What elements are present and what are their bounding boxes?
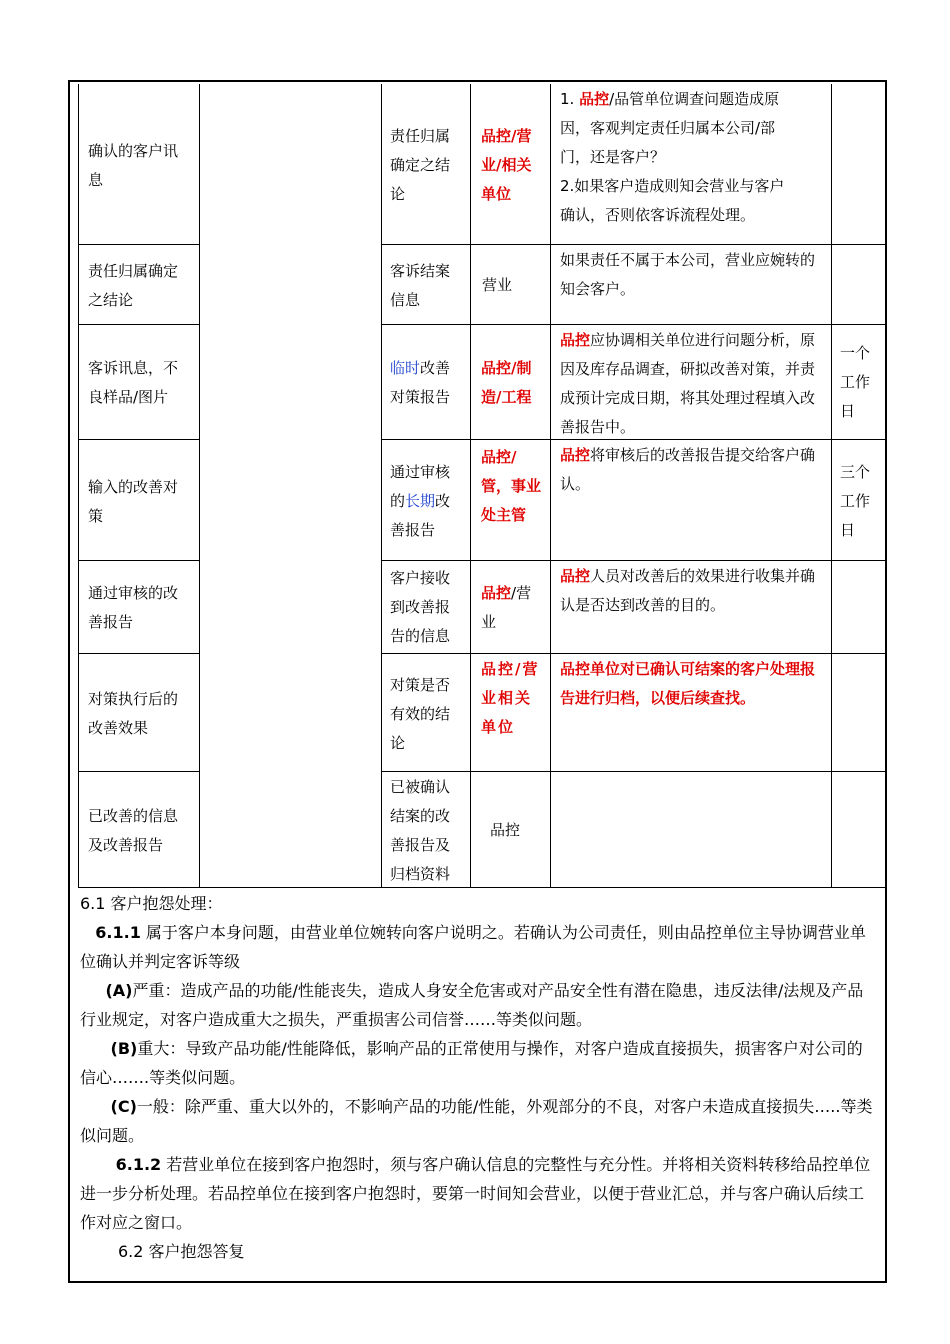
time-text-3: 一个工作日 [840,344,871,420]
owner-text-7: 品控 [490,821,521,839]
time-cell-6 [831,653,887,772]
output-text-1: 责任归属确定之结论 [390,127,451,203]
input-text-7: 已改善的信息及改善报告 [88,807,179,854]
paragraph-a-severe: (A)严重：造成产品的功能/性能丧失，造成人身安全危害或对产品安全性有潜在隐患，违反法律/法规及产品行业规定，对客户造成重大之损失，严重损害公司信誉……等类似问题。 [80,981,864,1029]
time-cell-7 [831,771,887,888]
time-cell-1 [831,84,887,245]
method-text-3: 品控应协调相关单位进行问题分析，原因及库存品调查，研拟改善对策，并责成预计完成日期，将其处理过程填入改善报告中。 [560,331,816,436]
method-text-6: 品控单位对已确认可结案的客户处理报告进行归档，以便后续查找。 [560,660,816,707]
output-text-4: 通过审核的长期改善报告 [390,463,451,539]
input-text-4: 输入的改善对策 [88,478,179,525]
output-text-2: 客诉结案信息 [390,262,451,309]
input-text-6: 对策执行后的改善效果 [88,690,179,737]
method-text-4: 品控将审核后的改善报告提交给客户确认。 [560,446,816,493]
input-text-3: 客诉讯息，不良样品/图片 [88,359,179,406]
paragraph-6-1-1: 6.1.1 属于客户本身问题，由营业单位婉转向客户说明之。若确认为公司责任，则由品控单位主导协调营业单位确认并判定客诉等级 [80,923,866,971]
method-cell-7 [550,771,832,888]
method-text-1: 1. 品控/品管单位调查问题造成原 因，客观判定责任归属本公司/部 门，还是客户？ 2.如果客户造成则知会营业与客户 确认，否则依客诉流程处理。 [560,90,785,224]
time-text-4: 三个工作日 [840,463,871,539]
heading-6-2: 6.2 客户抱怨答复 [118,1242,245,1261]
owner-text-3: 品控/制造/工程 [481,359,532,406]
time-cell-2 [831,244,887,325]
output-text-6: 对策是否有效的结论 [390,676,451,752]
paragraph-c-general: (C)一般：除严重、重大以外的，不影响产品的功能/性能，外观部分的不良，对客户未造成直接损失…..等类似问题。 [80,1097,873,1145]
owner-text-5: 品控/营业 [481,584,532,631]
output-text-3: 临时改善对策报告 [390,359,451,406]
method-text-5: 品控人员对改善后的效果进行收集并确认是否达到改善的目的。 [560,567,816,614]
owner-text-2: 营业 [482,276,513,294]
paragraph-6-1-2: 6.1.2 若营业单位在接到客户抱怨时，须与客户确认信息的完整性与充分性。并将相关资料转移给品控单位进一步分析处理。若品控单位在接到客户抱怨时，要第一时间知会营业，以便于营业汇总，并与客户确认后续工作对应之窗口。 [80,1155,871,1232]
output-text-7: 已被确认结案的改善报告及归档资料 [390,778,451,883]
input-text-1: 确认的客户讯息 [88,142,179,189]
time-cell-5 [831,560,887,654]
output-text-5: 客户接收到改善报告的信息 [390,569,451,645]
input-text-5: 通过审核的改善报告 [88,584,179,631]
heading-6-1: 6.1 客户抱怨处理： [80,894,223,913]
owner-text-1: 品控/营业/相关单位 [481,127,532,203]
owner-text-4: 品控/管，事业处主管 [481,448,542,524]
input-text-2: 责任归属确定之结论 [88,262,179,309]
paragraph-b-major: (B)重大：导致产品功能/性能降低，影响产品的正常使用与操作，对客户造成直接损失，损害客户对公司的信心…….等类似问题。 [80,1039,863,1087]
owner-text-6: 品控/营业相关单位 [481,660,540,736]
method-text-2: 如果责任不属于本公司，营业应婉转的知会客户。 [560,251,816,298]
